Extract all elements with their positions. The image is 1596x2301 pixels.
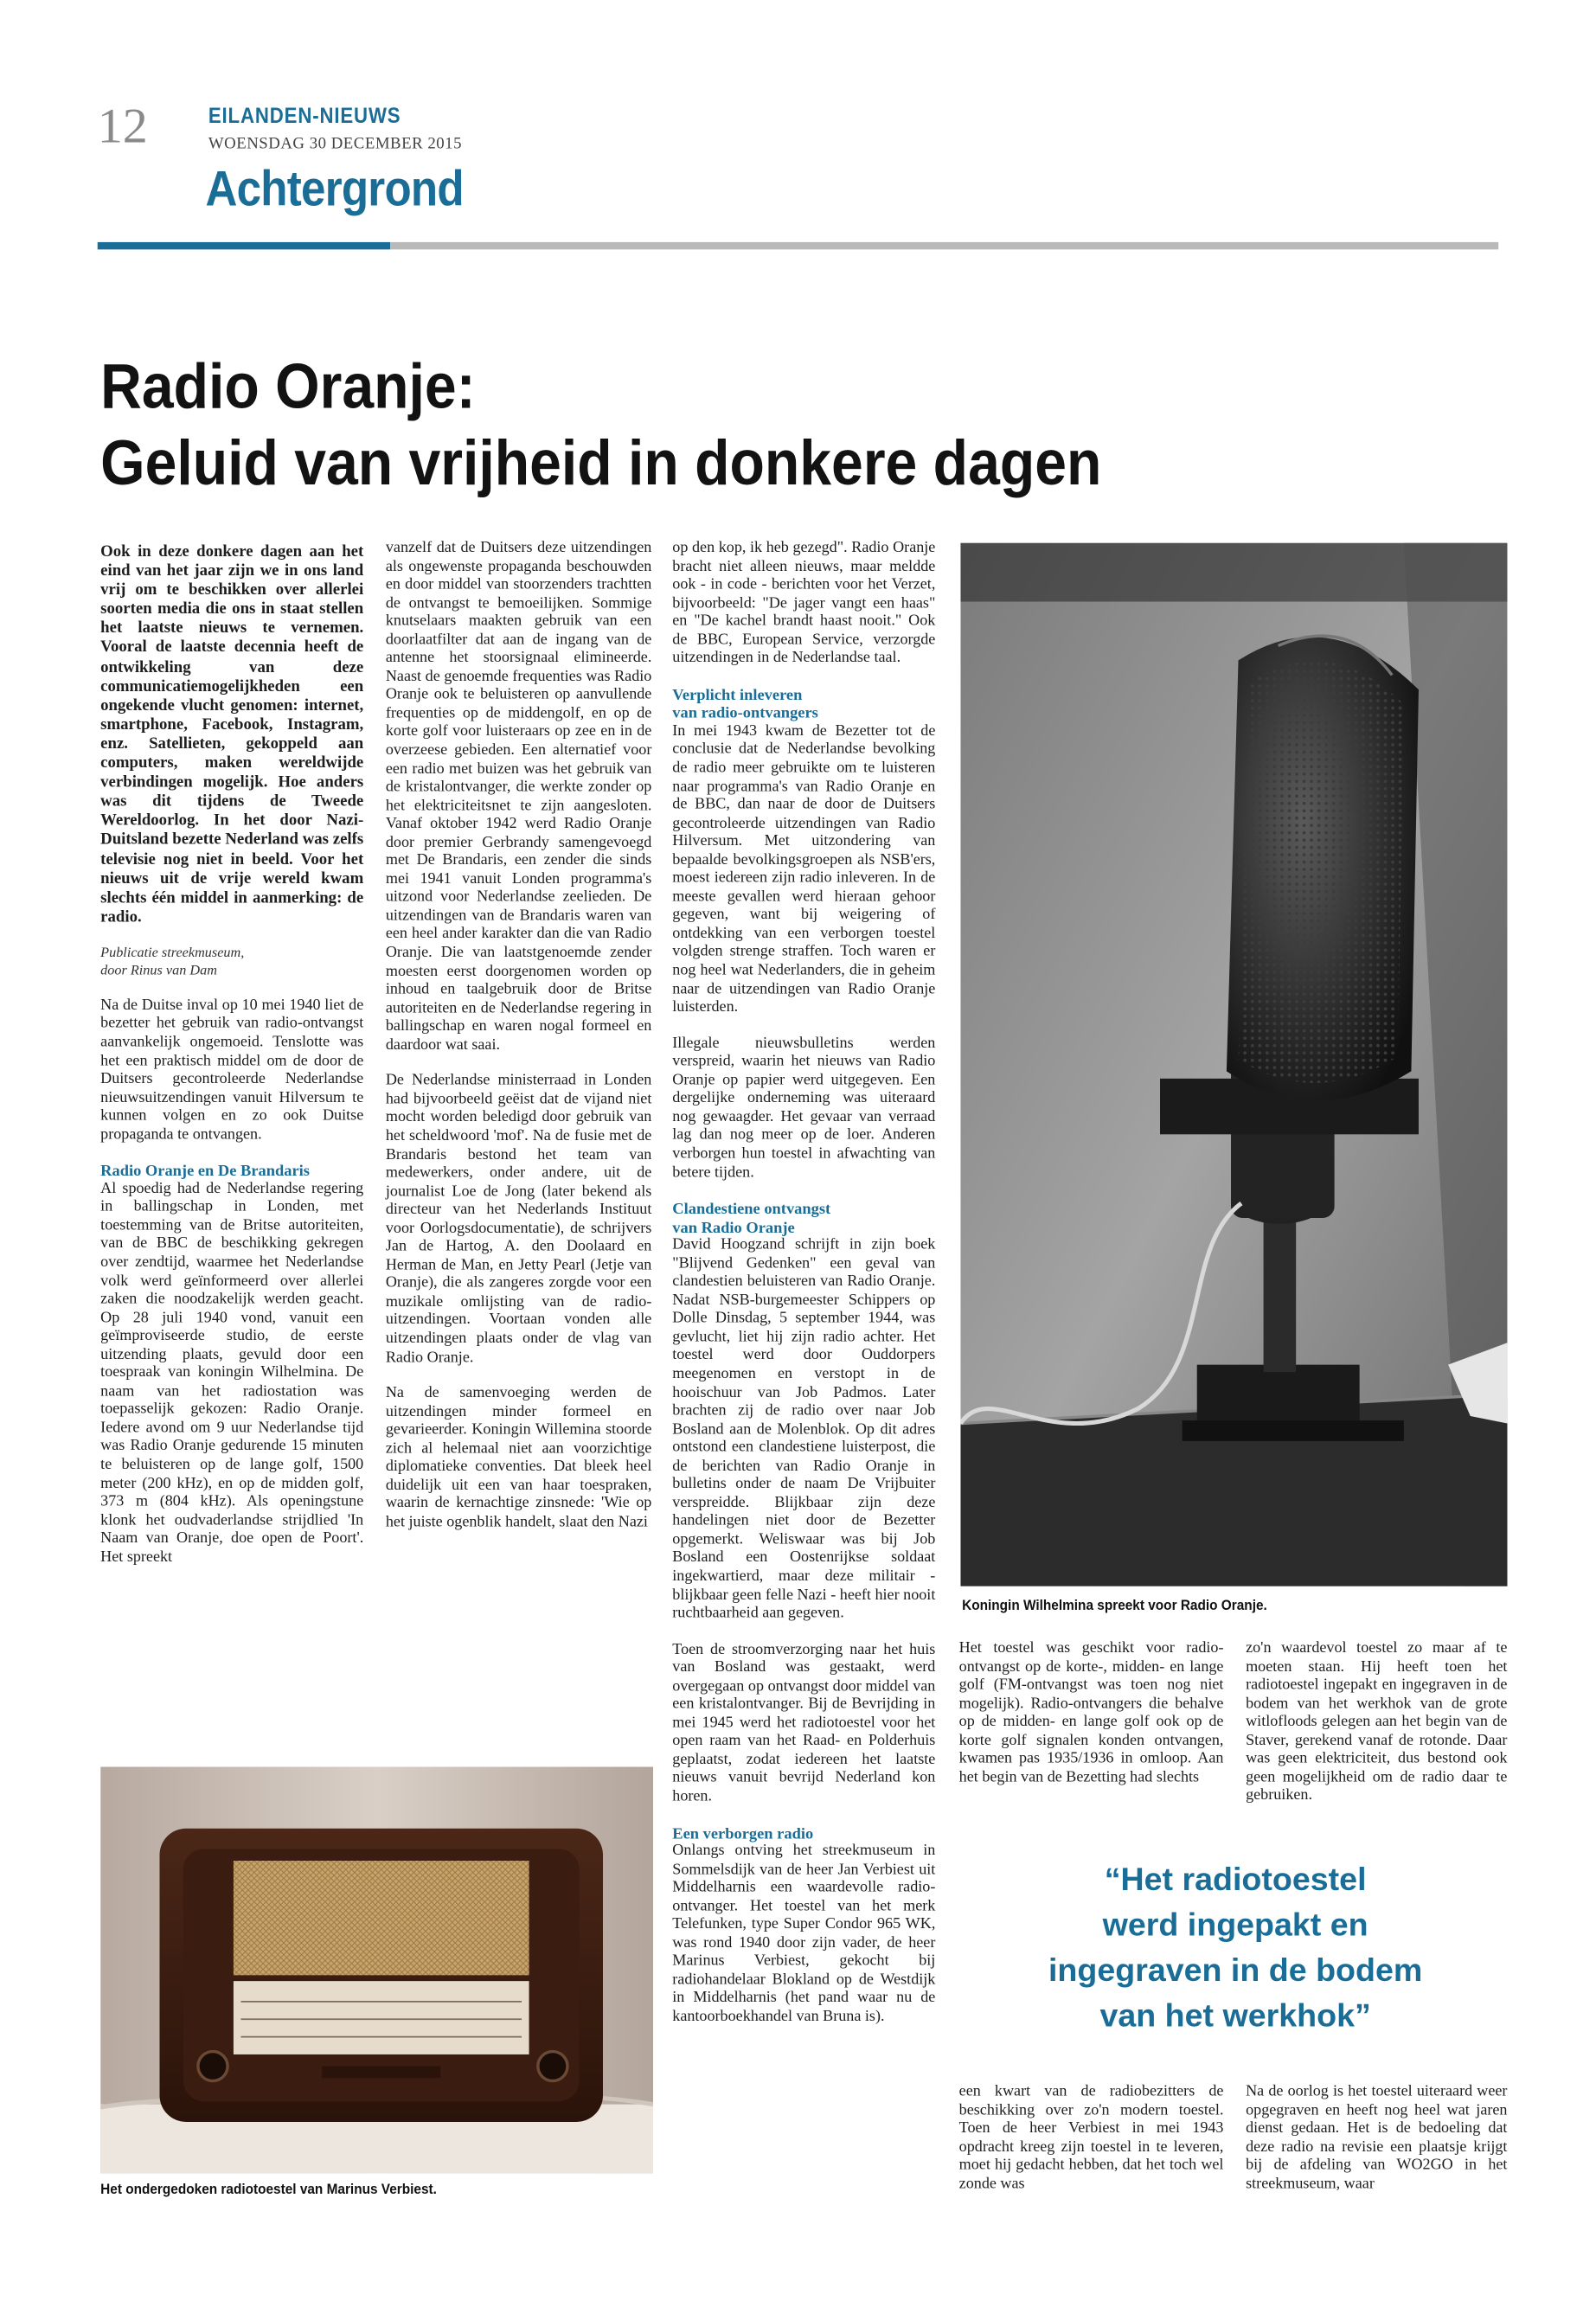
body-paragraph: op den kop, ik heb gezegd". Radio Oranje bracht niet alleen nieuws, maar meldde ook - in code - berichten voor het Verzet, bijvoorbeeld: "De jager vangt een haas" en "De kachel brandt haast nooit." Ook de BBC, European Service, verzorgde uitzendingen in de Nederlandse taal.	[672, 540, 936, 667]
article-column-5	[1246, 1641, 1507, 1824]
article-column-1	[100, 543, 363, 1586]
body-paragraph: De Nederlandse ministerraad in Londen had bijvoorbeeld geëist dat de vijand niet mocht worden beledigd door gebruik van het scheldwoord 'mof'. Na de fusie met de Brandaris bestond het team van medewerkers, onder andere, uit de journalist Loe de Jong (later bekend als directeur van het Nederlands Instituut voor Oorlogsdocumentatie), de schrijvers Jan de Hartog, A. den Doolaard en Herman de Man, en Jetty Pearl (Jetje van Oranje), die als zangeres zorgde voor een muzikale omlijsting van de radio-uitzendingen. Voortaan vonden alle uitzendingen plaats onder de vlag van Radio Oranje.	[385, 1073, 652, 1366]
section-title: Achtergrond	[205, 161, 464, 218]
photo-caption: Het ondergedoken radiotoestel van Marinus Verbiest.	[100, 2182, 437, 2199]
masthead-logo: EILANDEN-NIEUWS	[208, 102, 401, 129]
headline-line-2: Geluid van vrijheid in donkere dagen	[100, 428, 1102, 499]
article-column-2	[386, 540, 651, 1550]
article-column-7	[1246, 2084, 1507, 2212]
microphone-photo-svg	[960, 543, 1507, 1586]
pull-quote-line: ingegraven in de bodem	[1048, 1952, 1423, 1989]
body-paragraph: Het toestel was geschikt voor radio-ontvangst op de korte-, midden- en lange golf (FM-ontvangst was toen nog niet mogelijk). Radio-ontvangers die behalve op de midden- en lange golf ook op de korte golf signalen konden ontvangen, kwamen pas 1935/1936 in omloop. Aan het begin van de Bezetting had slechts	[958, 1640, 1224, 1786]
radio-photo	[100, 1766, 653, 2173]
body-paragraph: Al spoedig had de Nederlandse regering in ballingschap in Londen, met toestemming van de Britse autoriteiten, van de BBC de beschikking gekregen over zendtijd, waarmee het Nederlandse volk werd geïnformeerd over allerlei zaken die noodzakelijk werden geacht. Op 28 juli 1940 vond, vanuit een geïmproviseerde studio, de eerste uitzending plaats, gevuld door een toespraak van koningin Wilhelmina. De naam van het radiostation was toepasselijk gekozen: Radio Oranje. Iedere avond om 9 uur Nederlandse tijd was Radio Oranje gedurende 15 minuten te beluisteren op de lange golf, 1500 meter (200 kHz), en op de midden golf, 373 m (804 kHz). Als openingstune klonk het oudvaderlandse strijdlied 'In Naam van Oranje, doe open de Poort'. Het spreekt	[100, 1181, 364, 1566]
pull-quote-line: van het werkhok”	[1099, 1997, 1371, 2035]
subheading: Radio Oranje en De Brandaris	[100, 1162, 310, 1181]
body-paragraph: Na de Duitse inval op 10 mei 1940 liet de bezetter het gebruik van radio-ontvangst aanvankelijk ongemoeid. Tenslotte was het een praktisch middel om de door de Duitsers gecontroleerde Nederlandse nieuwsuitzendingen vanuit Hilversum te kunnen volgen en zo ook Duitse propaganda te ontvangen.	[100, 997, 364, 1143]
body-paragraph: Onlangs ontving het streekmuseum in Sommelsdijk van de heer Jan Verbiest uit Middelharnis een waardevolle radio-ontvanger. Het toestel van het merk Telefunken, type Super Condor 965 WK, was rond 1940 door zijn vader, de heer Marinus Verbiest, gekocht bij radiohandelaar Blokland op de Westdijk in Middelharnis (het pand waar nu de kantoorboekhandel van Bruna is).	[672, 1843, 936, 2026]
section-rule-accent	[98, 242, 390, 249]
subheading-line: Verplicht inleveren	[672, 686, 803, 704]
body-paragraph: zo'n waardevol toestel zo maar af te moeten staan. Hij heeft toen het radiotoestel ingepakt en ingegraven in de bodem van het werkhok van de grote witlofloods gelegen aan het begin van de Staver, gerekend vanaf de rotonde. Daar was geen elektriciteit, dus bestond ook geen mogelijkheid om de radio daar te gebruiken.	[1246, 1640, 1508, 1804]
article-headline	[100, 349, 1364, 502]
subheading-line: van Radio Oranje	[672, 1219, 795, 1237]
byline	[100, 945, 363, 980]
subheading: Een verborgen radio	[672, 1824, 814, 1843]
issue-date: WOENSDAG 30 DECEMBER 2015	[208, 135, 463, 153]
subheading	[672, 687, 935, 724]
article-column-3	[672, 540, 935, 2045]
body-paragraph: Illegale nieuwsbulletins werden verspreid, waarin het nieuws van Radio Oranje op papier werd uitgegeven. Een dergelijke onderneming was uiteraard nog gewaagder. Het gevaar van verraad lag dan nog meer op de loer. Anderen verborgen hun toestel in afwachting van betere tijden.	[672, 1035, 936, 1181]
byline-publication: Publicatie streekmuseum,	[100, 945, 245, 961]
byline-author: door Rinus van Dam	[100, 964, 217, 979]
body-paragraph: Toen de stroomverzorging naar het huis van Bosland was gestaakt, werd overgegaan op ontvangst door middel van een kristalontvanger. Bij de Bevrijding in mei 1945 werd het radiotoestel voor het open raam van het Raad- en Polderhuis geplaatst, zodat iedereen het laatste nieuws vanuit bevrijd Nederland kon horen.	[672, 1641, 936, 1805]
radio-photo-svg	[100, 1766, 653, 2173]
pull-quote-line: “Het radiotoestel	[1104, 1861, 1367, 1898]
headline-line-1: Radio Oranje:	[100, 352, 476, 423]
body-paragraph: Na de samenvoeging werden de uitzendingen minder formeel en gevarieerder. Koningin Willemina stoorde zich al helemaal niet aan voorzichtige diplomatieke conventies. Dat bleek heel duidelijk uit een van haar toespraken, waarin de kernachtige zinsnede: 'Wie op het juiste ogenblik handelt, slaat den Nazi	[385, 1385, 652, 1531]
microphone-photo	[960, 543, 1507, 1586]
section-rule	[390, 242, 1498, 249]
body-paragraph: In mei 1943 kwam de Bezetter tot de conclusie dat de Nederlandse bevolking de radio meer gebruikte om te luisteren naar programma's van Radio Oranje en de BBC, dan naar de door de Duitsers gecontroleerde uitzendingen van Radio Hilversum. Met uitzondering van bepaalde bevolkingsgroepen als NSB'ers, moest iedereen zijn radio inleveren. In de meeste gevallen werd hieraan gehoor gegeven, want bij weigering of ontdekking van een verborgen toestel volgden strenge straffen. Toch waren er nog heel wat Nederlanders, die in geheim naar de uitzendingen van Radio Oranje luisterden.	[672, 723, 936, 1016]
article-column-6	[959, 2084, 1224, 2212]
subheading-line: van radio-ontvangers	[672, 704, 818, 723]
body-paragraph: vanzelf dat de Duitsers deze uitzendingen als ongewenste propaganda beschouwden en door middel van stoorzenders trachtten de ontvangst te bemoeilijken. Sommige knutselaars maakten gebruik van een doorlaatfilter dat aan de ingang van de antenne het stoorsignaal elimineerde. Naast de genoemde frequenties was Radio Oranje ook te beluisteren op aanvullende frequenties op de middengolf, en op de korte golf voor luisteraars op zee en in de overzeese gebieden. Een alternatief voor een radio met buizen was het gebruik van de kristalontvanger, die werkte zonder op het elektriciteitsnet te zijn aangesloten. Vanaf oktober 1942 werd Radio Oranje door premier Gerbrandy samengevoegd met De Brandaris, een zender die sinds mei 1941 vanuit Londen programma's uitzond voor Nederlandse zeelieden. De uitzendingen van de Brandaris waren van een heel ander karakter dan die van Radio Oranje. Die van laatstgenoemde zender moesten eerst doorgenomen worden op inhoud en taalgebruik door de Britse autoriteiten en de Nederlandse regering in ballingschap en waren nogal formeel en daardoor wat saai.	[385, 540, 652, 1054]
body-paragraph: Na de oorlog is het toestel uiteraard weer opgegraven en heeft nog heel wat jaren dienst gedaan. Het is de bedoeling dat deze radio na revisie een plaatsje krijgt bij de afdeling van WO2GO in het streekmuseum, waar	[1246, 2083, 1508, 2192]
photo-caption: Koningin Wilhelmina spreekt voor Radio Oranje.	[962, 1598, 1267, 1615]
body-paragraph: David Hoogzand schrijft in zijn boek "Blijvend Gedenken" een geval van clandestien beluisteren van Radio Oranje. Nadat NSB-burgemeester Schippers op Dolle Dinsdag, 5 september 1944, was gevlucht, liet hij zijn radio achter. Het toestel werd door Ouddorpers meegenomen en verstopt in de hooischuur van Job Padmos. Later brachten zij de radio over naar Job Bosland aan de Molenblok. Op dit adres ontstond een clandestiene luisterpost, die de berichten van Radio Oranje in bulletins onder de naam De Vrijbuiter verspreidde. Blijkbaar zijn deze handelingen niet door de Bezetter opgemerkt. Weliswaar was bij Job Bosland een Oostenrijkse soldaat ingekwartierd, maar deze militair - blijkbaar geen felle Nazi - heeft hier nooit ruchtbaarheid aan gegeven.	[672, 1237, 936, 1622]
page-number: 12	[97, 99, 148, 155]
article-lead: Ook in deze donkere dagen aan het eind van het jaar zijn we in ons land vrij om te beschikken over allerlei soorten media die ons in staat stellen het laatste nieuws te vernemen. Vooral de laatste decennia heeft de ontwikkeling van deze communicatiemogelijkheden een ongekende vlucht genomen: internet, smartphone, Facebook, Instagram, enz. Satellieten, gekoppeld aan computers, maken wereldwijde verbindingen mogelijk. Hoe anders was dit tijdens de Tweede Wereldoorlog. In het door Nazi-Duitsland bezette Nederland was zelfs televisie nog niet in beeld. Voor het nieuws uit de vrije wereld kwam slechts één middel in aanmerking: de radio.	[100, 542, 364, 926]
subheading-line: Clandestiene ontvangst	[672, 1200, 831, 1219]
pull-quote	[1014, 1856, 1457, 2038]
subheading	[672, 1201, 935, 1238]
pull-quote-line: werd ingepakt en	[1102, 1906, 1368, 1944]
body-paragraph: een kwart van de radiobezitters de beschikking over zo'n modern toestel. Toen de heer Verbiest in mei 1943 opdracht kreeg zijn toestel in te leveren, moet hij gedacht hebben, dat het toch wel zonde was	[958, 2083, 1224, 2192]
article-column-4	[959, 1641, 1224, 1806]
